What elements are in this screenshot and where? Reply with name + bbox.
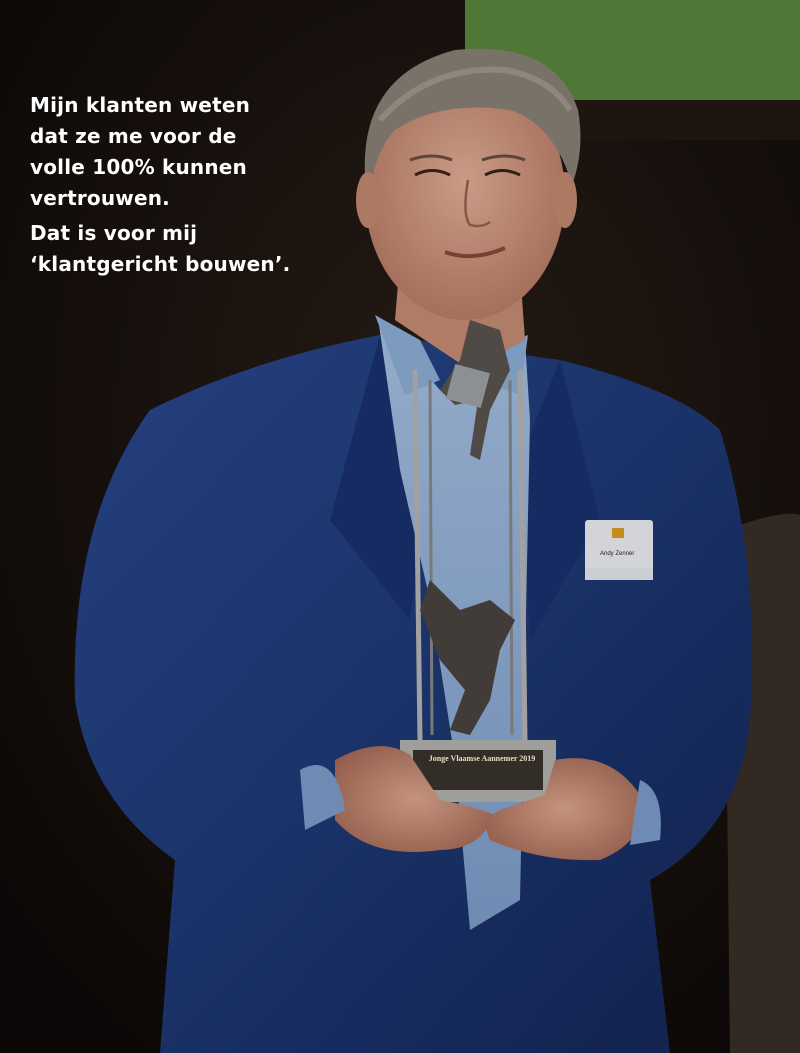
quote-line: dat ze me voor de	[30, 124, 237, 148]
name-badge-text: Andy Zenner	[600, 551, 635, 557]
trophy-plaque-text: Jonge Vlaamse Aannemer 2019	[428, 754, 536, 763]
quote-line: ‘klantgericht bouwen’.	[30, 252, 291, 276]
quote-line: vertrouwen.	[30, 186, 170, 210]
quote-text	[30, 90, 350, 280]
quote-line: Dat is voor mij	[30, 221, 198, 245]
quote-line: Mijn klanten weten	[30, 93, 251, 117]
quote-line: volle 100% kunnen	[30, 155, 247, 179]
